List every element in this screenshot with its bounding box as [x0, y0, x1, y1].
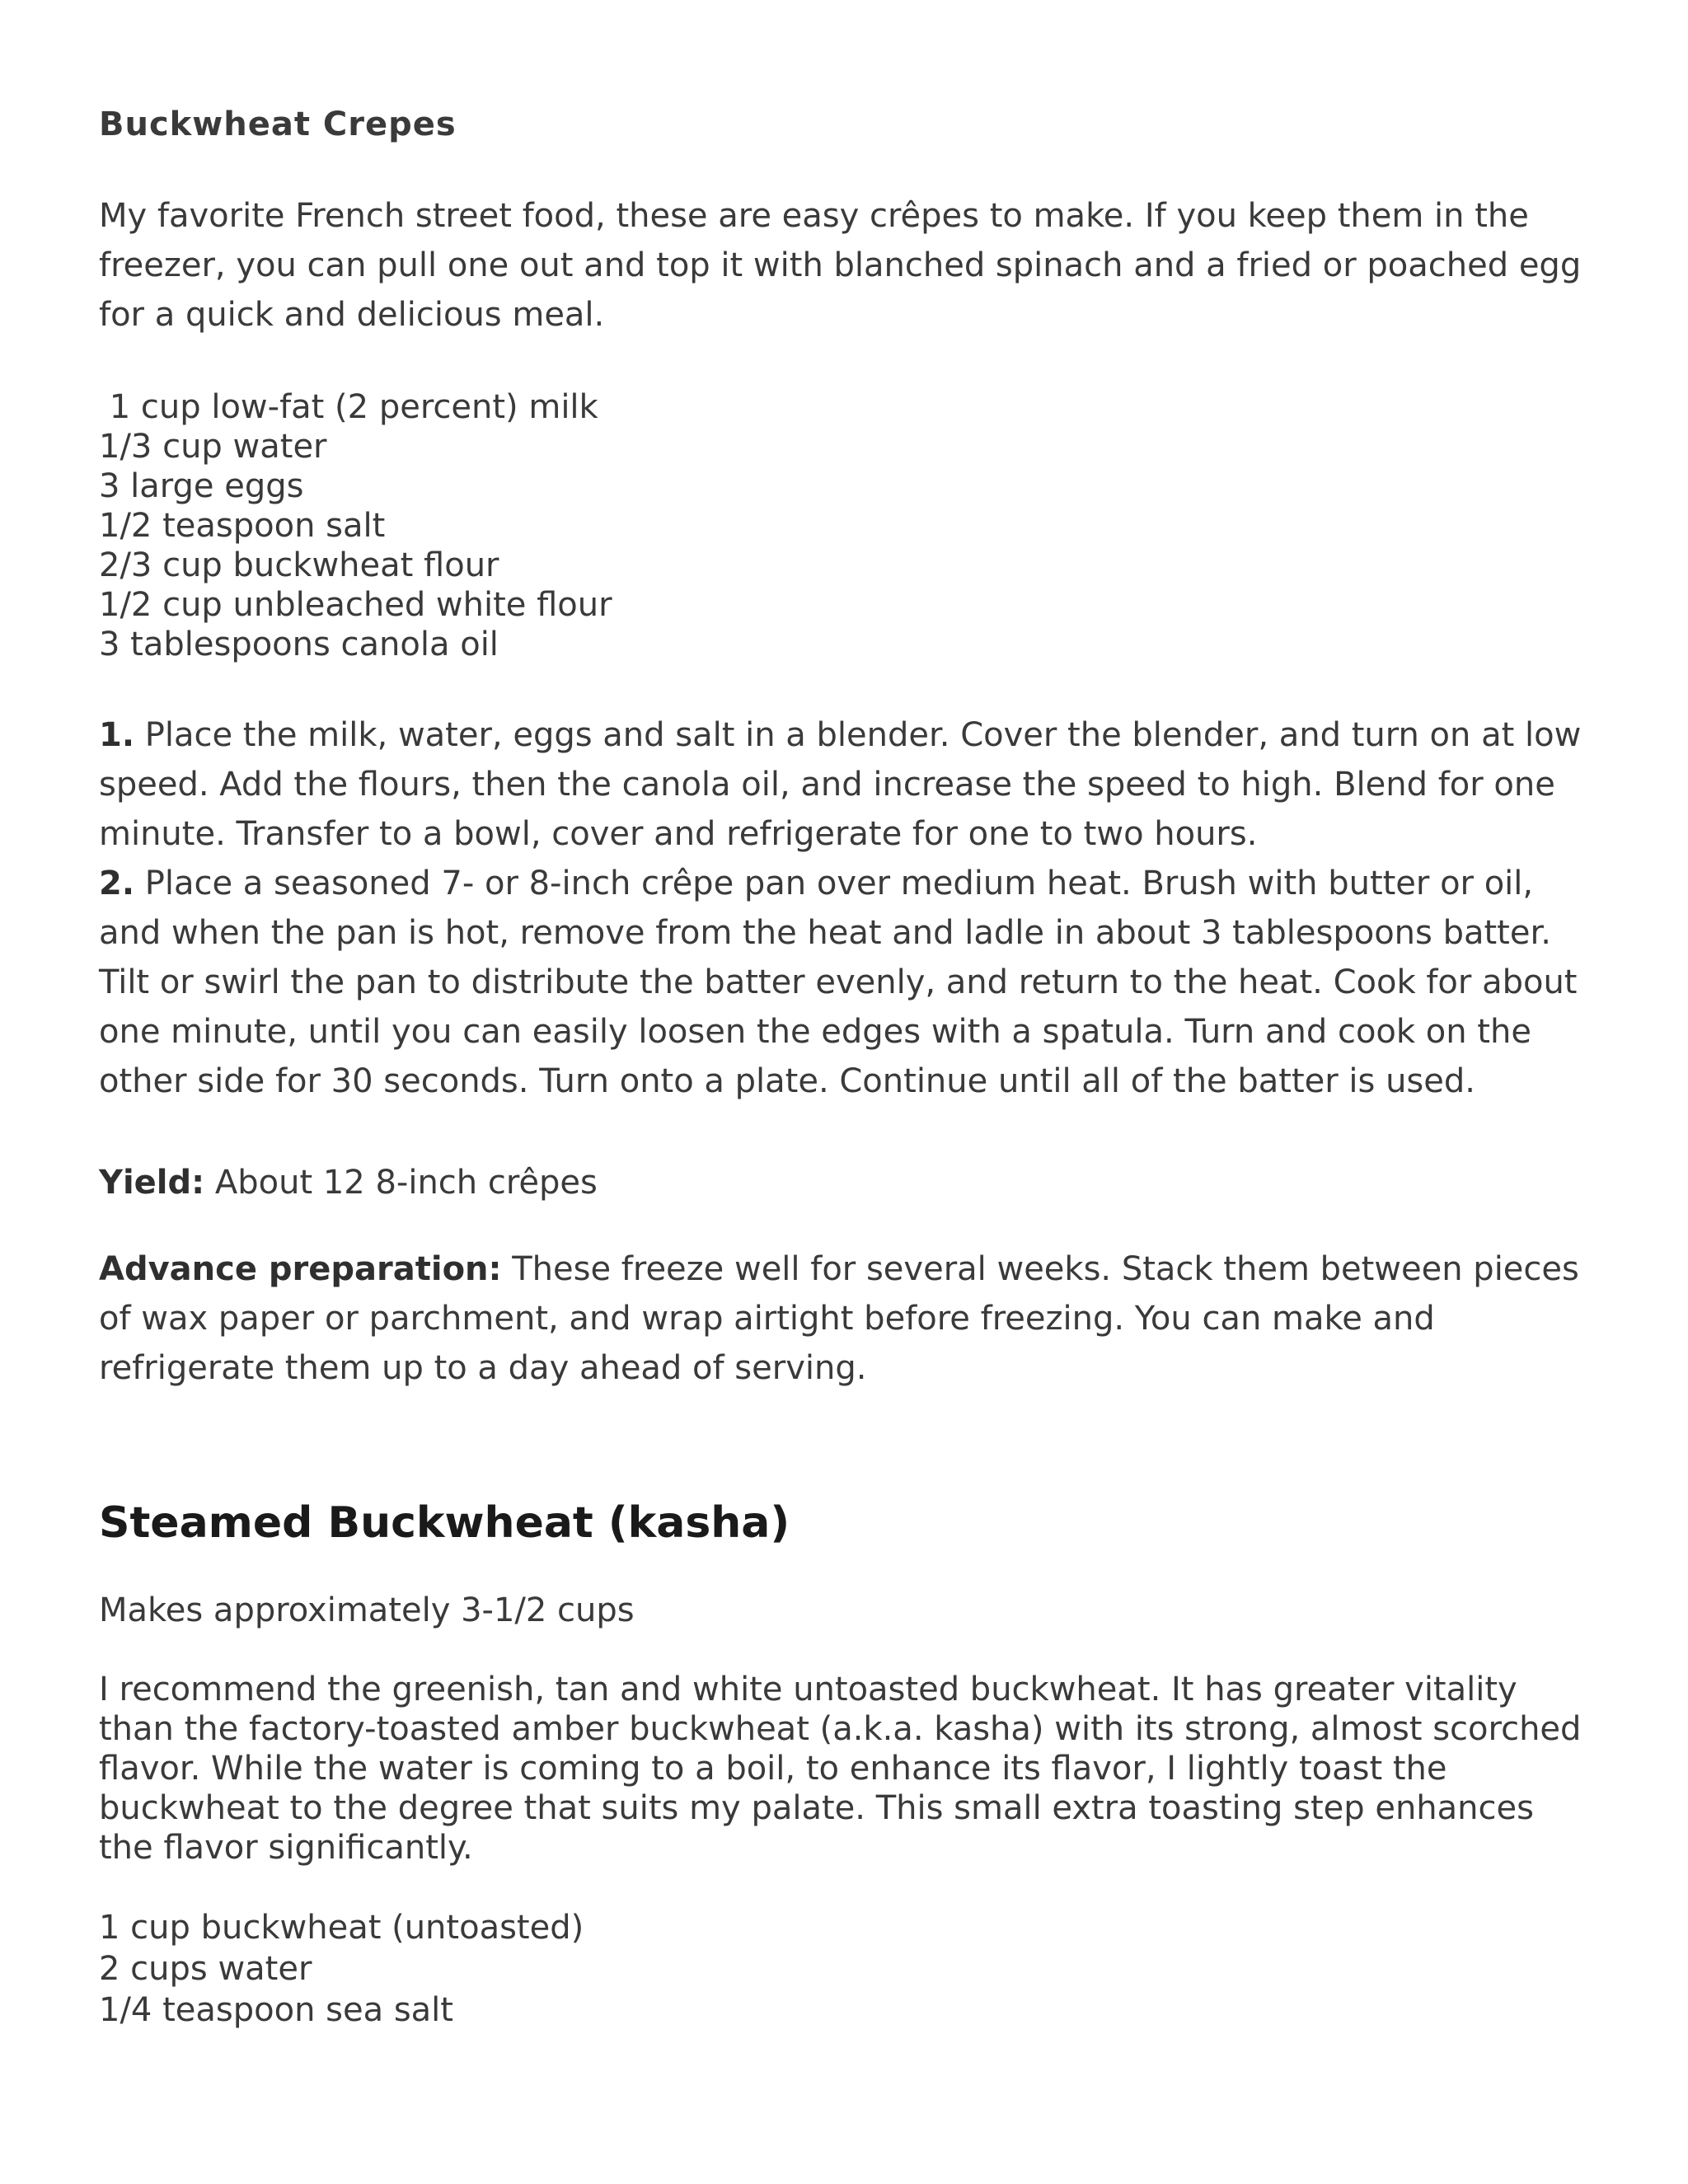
ingredient-list	[99, 387, 612, 664]
step-number: 2.	[99, 865, 135, 902]
advance-label: Advance preparation:	[99, 1250, 502, 1288]
step-number: 1.	[99, 716, 135, 754]
recipe-intro: I recommend the greenish, tan and white untoasted buckwheat. It has greater vitality than the factory-toasted amber buckwheat (a.k.a. kasha) with its strong, almost scorched flavor. While the water is coming to a boil, to enhance its flavor, I lightly toast the buckwheat to the degree that suits my palate. This small extra toasting step enhances the flavor significantly.	[99, 1671, 1582, 1867]
recipe-yield	[99, 1158, 598, 1207]
ingredient-item: 1 cup buckwheat (untoasted)	[99, 1909, 584, 1947]
step-text: Place a seasoned 7- or 8-inch crêpe pan over medium heat. Brush with butter or oil, and when the pan is hot, remove from the heat and ladle in about 3 tablespoons batter. Tilt or swirl the pan to distribute the batter evenly, and return to the heat. Cook for about one minute, until you can easily loosen the edges with a spatula. Turn and cook on the other side for 30 seconds. Turn onto a plate. Continue until all of the batter is used.	[99, 865, 1578, 1100]
advance-preparation	[99, 1244, 1591, 1393]
ingredient-item: 3 tablespoons canola oil	[99, 626, 499, 663]
recipe-intro: My favorite French street food, these are easy crêpes to make. If you keep them in the freezer, you can pull one out and top it with blanched spinach and a fried or poached egg for a quick and delicious meal.	[99, 197, 1582, 334]
ingredient-item: 2/3 cup buckwheat flour	[99, 546, 499, 584]
recipe-makes: Makes approximately 3-1/2 cups	[99, 1591, 635, 1629]
yield-text: About 12 8-inch crêpes	[204, 1164, 598, 1202]
recipe-title-buckwheat-crepes: Buckwheat Crepes	[99, 105, 457, 143]
recipe-title-steamed-buckwheat: Steamed Buckwheat (kasha)	[99, 1498, 790, 1548]
advance-text: These freeze well for several weeks. Stack them between pieces of wax paper or parchment, and wrap airtight before freezing. You can make and refrigerate them up to a day ahead of serving.	[99, 1250, 1579, 1387]
ingredient-item: 1/4 teaspoon sea salt	[99, 1991, 453, 2029]
instruction-step	[99, 710, 1591, 859]
step-text: Place the milk, water, eggs and salt in a blender. Cover the blender, and turn on at low speed. Add the flours, then the canola oil, and increase the speed to high. Blend for one minute. Transfer to a bowl, cover and refrigerate for one to two hours.	[99, 716, 1582, 853]
instruction-step	[99, 859, 1591, 1106]
ingredient-item: 2 cups water	[99, 1950, 312, 1988]
ingredient-item: 1/2 cup unbleached white flour	[99, 586, 612, 624]
instruction-steps	[99, 710, 1591, 1106]
ingredient-list	[99, 1907, 584, 2031]
ingredient-item: 1 cup low-fat (2 percent) milk	[99, 388, 598, 426]
ingredient-item: 1/3 cup water	[99, 428, 327, 466]
ingredient-item: 3 large eggs	[99, 467, 304, 505]
ingredient-item: 1/2 teaspoon salt	[99, 507, 386, 545]
yield-label: Yield:	[99, 1164, 205, 1202]
